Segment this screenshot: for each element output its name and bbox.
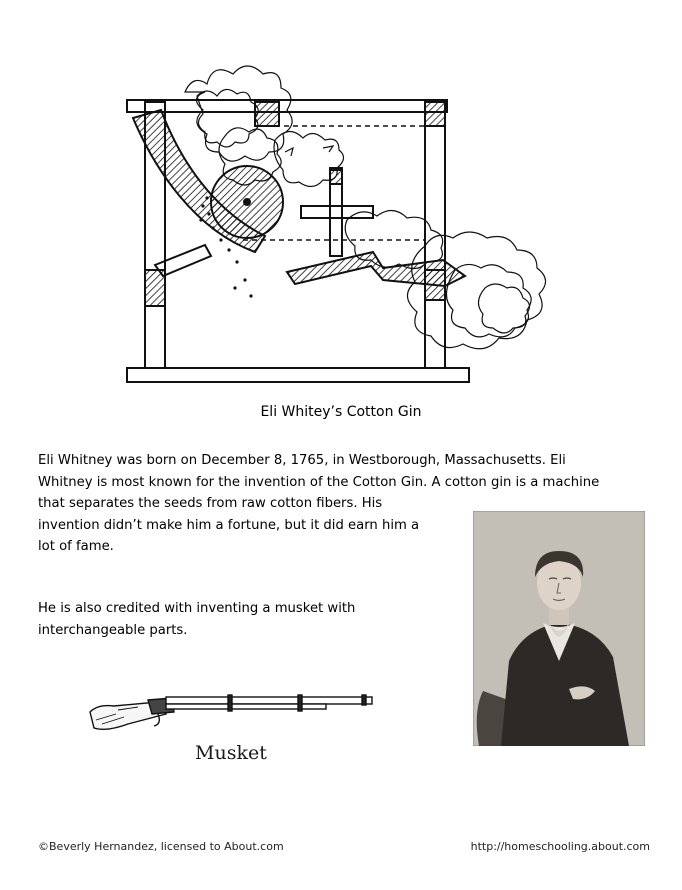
cotton-gin-illustration [125, 40, 605, 390]
intro-paragraph-rest [38, 493, 458, 558]
text-line: Whitney is most known for the invention of the Cotton Gin. A cotton gin is a machine [38, 474, 600, 490]
musket-caption: Musket [195, 742, 267, 764]
text-line: invention didn’t make him a fortune, but it did earn him a [38, 517, 420, 533]
text-line: He is also credited with inventing a musket with [38, 601, 356, 616]
text-line: that separates the seeds from raw cotton fibers. His [38, 496, 383, 511]
musket-paragraph [38, 598, 438, 641]
text-line: interchangeable parts. [38, 622, 188, 638]
source-url[interactable]: http://homeschooling.about.com [470, 840, 650, 853]
copyright-notice: ©Beverly Hernandez, licensed to About.com [38, 840, 284, 853]
intro-paragraph-top [38, 450, 648, 493]
text-line: lot of fame. [38, 539, 114, 554]
text-line: Eli Whitney was born on December 8, 1765, in Westborough, Massachusetts. Eli [38, 453, 566, 468]
eli-whitney-portrait [473, 511, 645, 746]
illustration-title: Eli Whitey’s Cotton Gin [260, 404, 422, 420]
musket-illustration [88, 684, 378, 740]
